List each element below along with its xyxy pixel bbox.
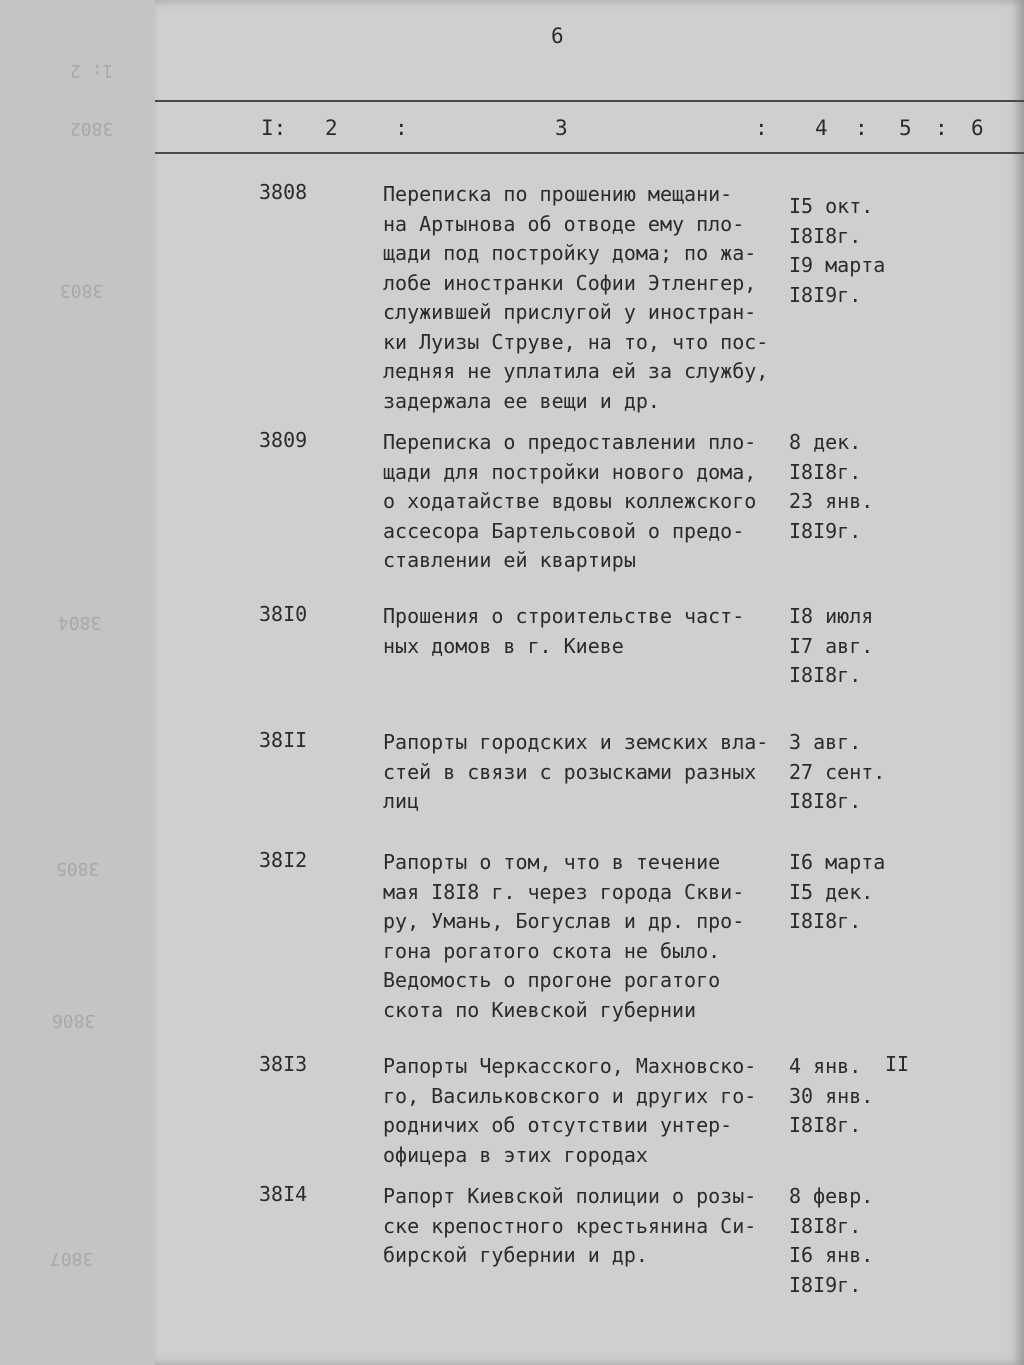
date-line: I8I8г.	[789, 909, 862, 933]
date-line: I8 июля	[789, 604, 874, 628]
date-line: I8I9г.	[789, 282, 862, 307]
entry-description	[383, 728, 793, 817]
date-line: 4 янв.	[789, 1054, 862, 1078]
date-line: I9 марта	[789, 253, 886, 277]
entry-dates	[789, 602, 919, 691]
left-page-number: 3806	[52, 1010, 96, 1031]
description-line: щади под постройку дома; по жа-	[383, 241, 757, 265]
left-page-number: 3805	[56, 858, 100, 879]
description-line: Рапорт Киевской полиции о розы-	[383, 1184, 757, 1208]
left-page-bleed	[0, 0, 160, 1365]
column-header-1: I:	[261, 116, 287, 140]
left-page-number: 3804	[58, 612, 102, 633]
header-bottom-rule	[155, 152, 1024, 154]
description-line: лиц	[383, 789, 420, 813]
description-line: Ведомость о прогоне рогатого	[383, 968, 721, 992]
date-line: 3 авг.	[789, 730, 862, 754]
description-line: Переписка о предоставлении пло-	[383, 430, 757, 454]
date-line: I5 окт.	[789, 194, 874, 218]
entry-description	[383, 848, 793, 1025]
date-line: I7 авг.	[789, 633, 874, 658]
entry-dates	[789, 1182, 919, 1300]
date-line: I8I8г.	[789, 459, 862, 484]
column-separator: :	[855, 116, 868, 140]
date-line: I8I9г.	[789, 1272, 862, 1297]
description-line: го, Васильковского и других го-	[383, 1083, 757, 1108]
column-separator: :	[395, 116, 408, 140]
column-header-4: 4	[815, 116, 828, 140]
header-top-rule	[155, 100, 1024, 102]
entry-dates	[789, 848, 919, 937]
description-line: ледняя не уплатила ей за службу,	[383, 359, 769, 383]
description-line: ных домов в г. Киеве	[383, 633, 624, 658]
date-line: 8 февр.	[789, 1184, 874, 1208]
description-line: гона рогатого скота не было.	[383, 938, 721, 963]
description-line: щади для постройки нового дома,	[383, 459, 757, 484]
description-line: Рапорты о том, что в течение	[383, 850, 721, 874]
description-line: родничих об отсутствии унтер-	[383, 1113, 733, 1137]
date-line: I8I8г.	[789, 223, 862, 248]
description-line: ру, Умань, Богуслав и др. про-	[383, 909, 745, 933]
entry-number: 38I2	[259, 848, 308, 872]
date-line: I6 янв.	[789, 1243, 874, 1267]
entry-dates	[789, 192, 919, 310]
description-line: задержала ее вещи и др.	[383, 388, 660, 413]
description-line: о ходатайстве вдовы коллежского	[383, 489, 757, 513]
entry-number: 38I4	[259, 1182, 308, 1206]
description-line: мая I8I8 г. через города Скви-	[383, 879, 745, 904]
date-line: I8I8г.	[789, 1213, 862, 1238]
entry-number: 38I3	[259, 1052, 308, 1076]
entry-description	[383, 428, 793, 576]
entry-dates	[789, 428, 919, 546]
description-line: стей в связи с розысками разных	[383, 759, 757, 784]
description-line: Рапорты городских и земских вла-	[383, 730, 769, 754]
description-line: ставлении ей квартиры	[383, 548, 636, 572]
entry-dates	[789, 728, 919, 817]
column-header-6: 6	[971, 116, 984, 140]
date-line: 30 янв.	[789, 1083, 874, 1108]
description-line: ске крепостного крестьянина Си-	[383, 1213, 757, 1238]
description-line: Рапорты Черкасского, Махновско-	[383, 1054, 757, 1078]
entry-sheets: II	[885, 1052, 910, 1076]
date-line: I5 дек.	[789, 879, 874, 904]
date-line: I6 марта	[789, 850, 886, 874]
left-page-number: 3802	[70, 118, 114, 139]
description-line: офицера в этих городах	[383, 1142, 648, 1167]
entry-number: 3809	[259, 428, 308, 452]
column-separator: :	[935, 116, 948, 140]
date-line: I8I9г.	[789, 518, 862, 543]
description-line: Переписка по прошению мещани-	[383, 182, 733, 206]
entry-description	[383, 180, 793, 416]
description-line: лобе иностранки Софии Этленгер,	[383, 270, 757, 295]
date-line: I8I8г.	[789, 1113, 862, 1137]
left-page-number: 3803	[60, 280, 104, 301]
column-header-3: 3	[555, 116, 568, 140]
description-line: служившей прислугой у иностран-	[383, 300, 757, 324]
column-separator: :	[755, 116, 768, 140]
date-line: 27 сент.	[789, 759, 886, 784]
left-page-header: 1: 2	[70, 60, 114, 81]
description-line: бирской губернии и др.	[383, 1243, 648, 1267]
date-line: I8I8г.	[789, 663, 862, 687]
column-header-2: 2	[325, 116, 338, 140]
date-line: 23 янв.	[789, 489, 874, 513]
entry-number: 38I0	[259, 602, 308, 626]
left-page-number: 3807	[50, 1248, 94, 1269]
page-number: 6	[551, 24, 564, 48]
description-line: скота по Киевской губернии	[383, 997, 697, 1022]
description-line: Прошения о строительстве част-	[383, 604, 745, 628]
entry-number: 3808	[259, 180, 308, 204]
description-line: ассесора Бартельсовой о предо-	[383, 518, 745, 543]
document-page	[155, 0, 1024, 1365]
date-line: 8 дек.	[789, 430, 862, 454]
column-header-5: 5	[899, 116, 912, 140]
description-line: ки Луизы Струве, на то, что пос-	[383, 329, 769, 354]
date-line: I8I8г.	[789, 789, 862, 813]
description-line: на Артынова об отводе ему пло-	[383, 211, 745, 236]
entry-number: 38II	[259, 728, 308, 752]
entry-description	[383, 1182, 793, 1271]
entry-description	[383, 1052, 793, 1170]
entry-description	[383, 602, 793, 661]
